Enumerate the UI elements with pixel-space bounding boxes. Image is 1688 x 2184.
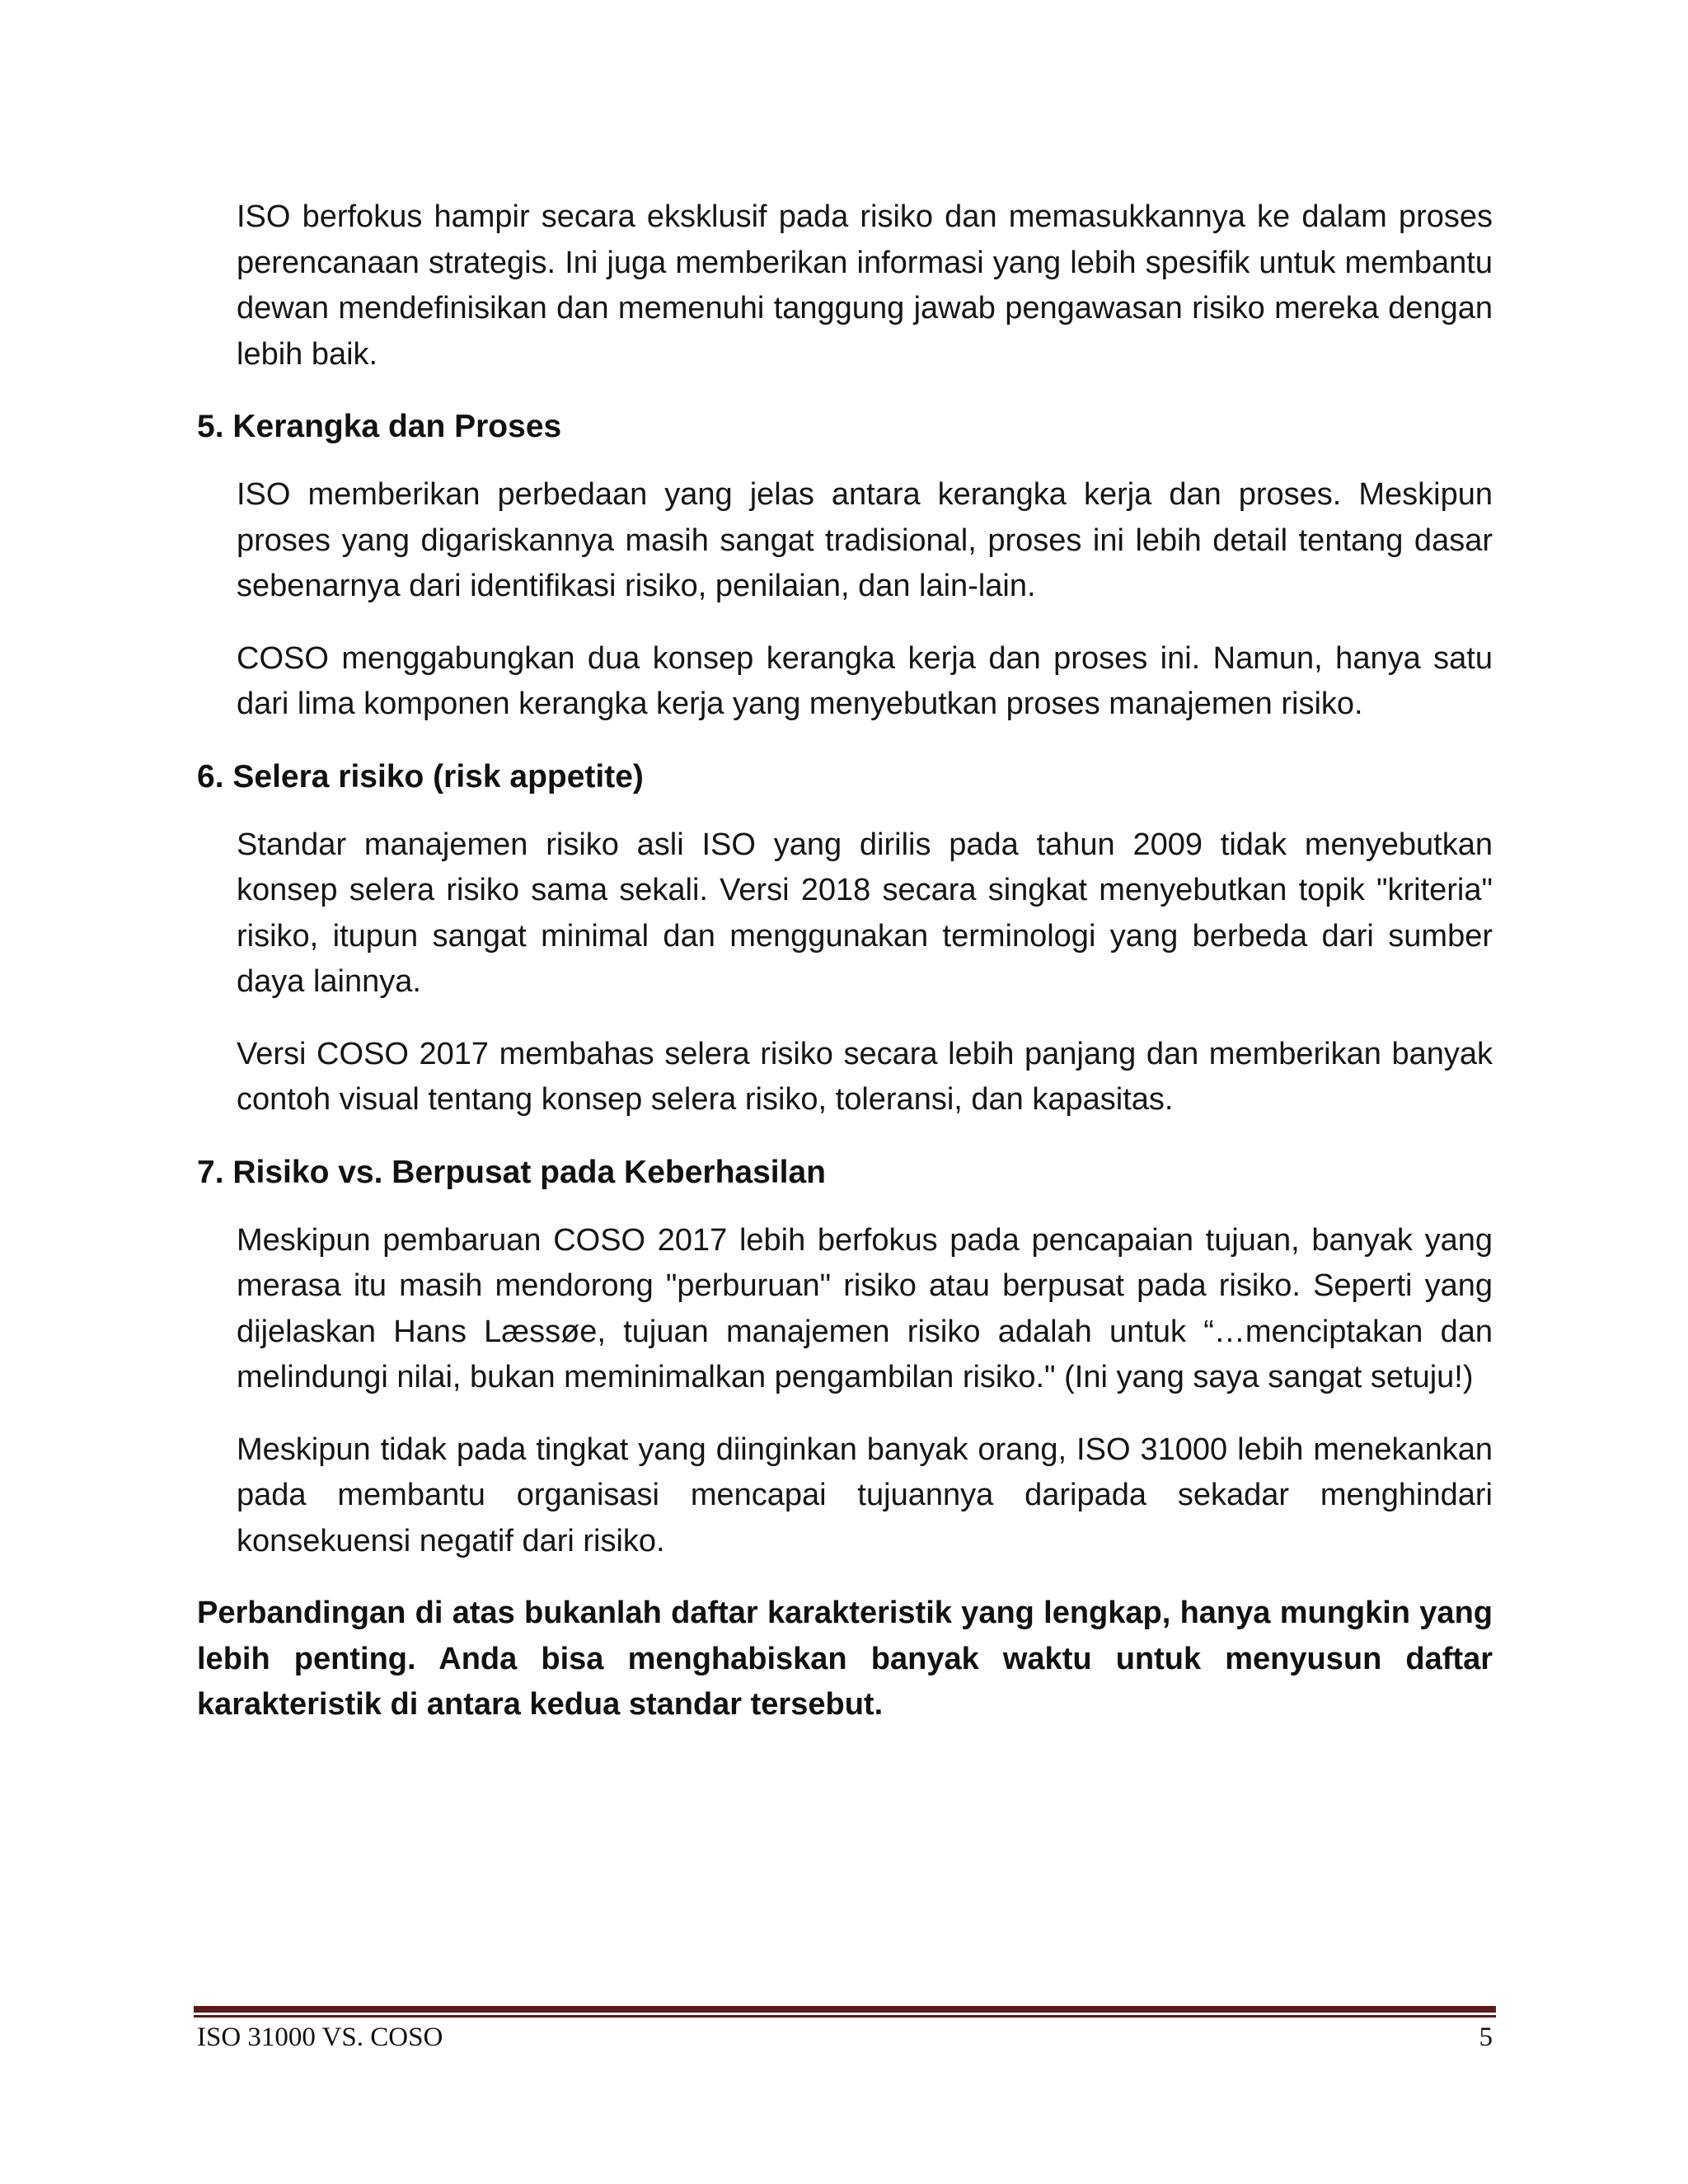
paragraph-coso-risk-appetite: Versi COSO 2017 membahas selera risiko secara lebih panjang dan memberikan banyak contoh visual tentang konsep selera risiko, toleransi, dan kapasitas.: [237, 1036, 1493, 1117]
paragraph-iso-objectives: Meskipun tidak pada tingkat yang diinginkan banyak orang, ISO 31000 lebih menekankan pada membantu organisasi mencapai tujuannya daripada sekadar menghindari konsekuensi negatif dari risiko.: [237, 1432, 1493, 1558]
paragraph-iso-strategic-focus: ISO berfokus hampir secara eksklusif pada risiko dan memasukkannya ke dalam proses perencanaan strategis. Ini juga memberikan informasi yang lebih spesifik untuk membantu dewan mendefinisikan dan memenuhi tanggung jawab pengawasan risiko mereka dengan lebih baik.: [237, 199, 1493, 372]
footer-page-number: 5: [1479, 2022, 1493, 2052]
conclusion-paragraph: Perbandingan di atas bukanlah daftar karakteristik yang lengkap, hanya mungkin yang lebih penting. Anda bisa menghabiskan banyak waktu untuk menyusun daftar karakteristik di antara kedua standar tersebut.: [197, 1596, 1493, 1722]
heading-risk-vs-success-centric: 7. Risiko vs. Berpusat pada Keberhasilan: [197, 1154, 826, 1190]
page-footer: [197, 2017, 1493, 2058]
heading-framework-and-process: 5. Kerangka dan Proses: [197, 409, 562, 444]
paragraph-coso-risk-centric: Meskipun pembaruan COSO 2017 lebih berfokus pada pencapaian tujuan, banyak yang merasa itu masih mendorong "perburuan" risiko atau berpusat pada risiko. Seperti yang dijelaskan Hans Læssøe, tujuan manajemen risiko adalah untuk “…menciptakan dan melindungi nilai, bukan meminimalkan pengambilan risiko." (Ini yang saya sangat setuju!): [237, 1222, 1493, 1394]
paragraph-coso-framework-process: COSO menggabungkan dua konsep kerangka kerja dan proses ini. Namun, hanya satu dari lima komponen kerangka kerja yang menyebutkan proses manajemen risiko.: [237, 640, 1493, 721]
footer-divider-thick: [194, 2006, 1496, 2013]
paragraph-iso-framework-process: ISO memberikan perbedaan yang jelas antara kerangka kerja dan proses. Meskipun proses yang digariskannya masih sangat tradisional, proses ini lebih detail tentang dasar sebenarnya dari identifikasi risiko, penilaian, dan lain-lain.: [237, 477, 1493, 603]
footer-document-title: ISO 31000 VS. COSO: [197, 2022, 443, 2052]
paragraph-iso-risk-appetite: Standar manajemen risiko asli ISO yang dirilis pada tahun 2009 tidak menyebutkan konsep selera risiko sama sekali. Versi 2018 secara singkat menyebutkan topik "kriteria" risiko, itupun sangat minimal dan menggunakan terminologi yang berbeda dari sumber daya lainnya.: [237, 827, 1493, 999]
page-content: [197, 194, 1493, 1728]
heading-risk-appetite: 6. Selera risiko (risk appetite): [197, 758, 644, 794]
